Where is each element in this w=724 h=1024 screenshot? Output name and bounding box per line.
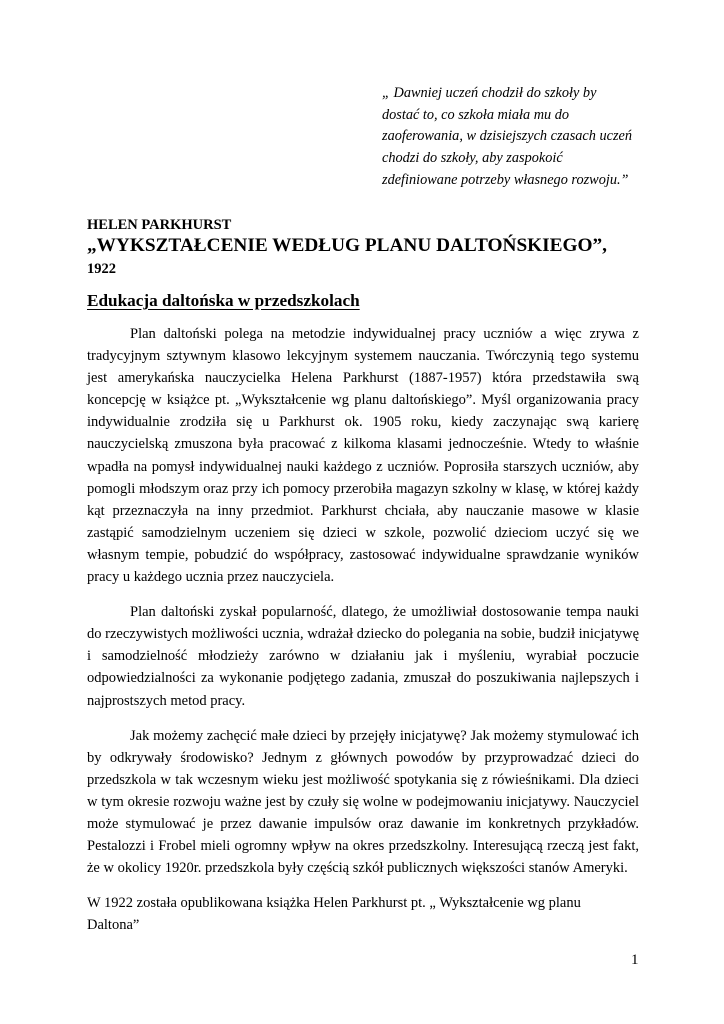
page-number: 1 xyxy=(631,952,639,968)
paragraph-2: Plan daltoński zyskał popularność, dlatego, że umożliwiał dostosowanie tempa nauki do rzeczywistych możliwości ucznia, wdrażał dziecko do polegania na sobie, budził inicjatywę i samodzielność młodzieży zarówno w działaniu jak i myśleniu, wyrabiał poczucie odpowiedzialności za wykonanie podjętego zadania, zmuszał do poszukiwania najlepszych i najprostszych metod pracy. xyxy=(87,604,640,709)
paragraph-1: Plan daltoński polega na metodzie indywidualnej pracy uczniów a więc zrywa z tradycyjnym sztywnym klasowo lekcyjnym systemem nauczania. Twórczynią tego systemu jest amerykańska nauczycielka Helena Parkhurst (1887-1957) która przedstawiła swą koncepcję w książce pt. „Wykształcenie wg planu daltońskiego”. Myśl organizowania pracy indywidualnie zrodziła się u Parkhurst ok. 1905 roku, kiedy zaczynając swą karierę nauczycielską zmuszona była pracować z kilkoma klasami jednocześnie. Wtedy to właśnie wpadła na pomysł indywidualnej nauki każdego z uczniów. Poprosiła starszych uczniów, aby pomogli młodszym oraz przy ich pomocy przerobiła magazyn szkolny w klasę, w której każdy kąt przeznaczyła na inny przedmiot. Parkhurst chciała, aby nauczanie masowe w klasie zastąpić samodzielnym uczeniem się dzieci w szkole, pozwolić dzieciom uczyć się we własnym tempie, pobudzić do współpracy, zastosować indywidualne sprawdzanie wyników pracy u każdego ucznia przez nauczyciela. xyxy=(87,326,639,586)
paragraph-4: W 1922 została opublikowana książka Helen Parkhurst pt. „ Wykształcenie wg planu Daltona” xyxy=(87,895,581,934)
section-heading: Edukacja daltońska w przedszkolach xyxy=(87,291,360,310)
document-title: „WYKSZTAŁCENIE WEDŁUG PLANU DALTOŃSKIEGO”, xyxy=(87,235,607,256)
paragraph-3: Jak możemy zachęcić małe dzieci by przejęły inicjatywę? Jak możemy stymulować ich by odkrywały środowisko? Jednym z głównych powodów by przyprowadzać dzieci do przedszkola w tak wczesnym wieku jest możliwość spotykania się z rówieśnikami. Dla dzieci w tym okresie rozwoju ważne jest by czuły się wolne w podejmowaniu inicjatywy. Nauczyciel może stymulować je przez dawanie impulsów oraz dawanie im konkretnych przykładów. Pestalozzi i Frobel mieli ogromny wpływ na okres przedszkolny. Interesującą rzeczą jest fakt, że w okolicy 1920r. przedszkola były częścią szkół publicznych większości stanów Ameryki. xyxy=(87,727,639,877)
author-name: HELEN PARKHURST xyxy=(87,217,232,233)
body-text xyxy=(87,323,639,936)
epigraph-quote: „ Dawniej uczeń chodził do szkoły by dostać to, co szkoła miała mu do zaoferowania, w dzisiejszych czasach uczeń chodzi do szkoły, aby zaspokoić zdefiniowane potrzeby własnego rozwoju.” xyxy=(382,85,633,188)
publication-year: 1922 xyxy=(87,261,116,277)
